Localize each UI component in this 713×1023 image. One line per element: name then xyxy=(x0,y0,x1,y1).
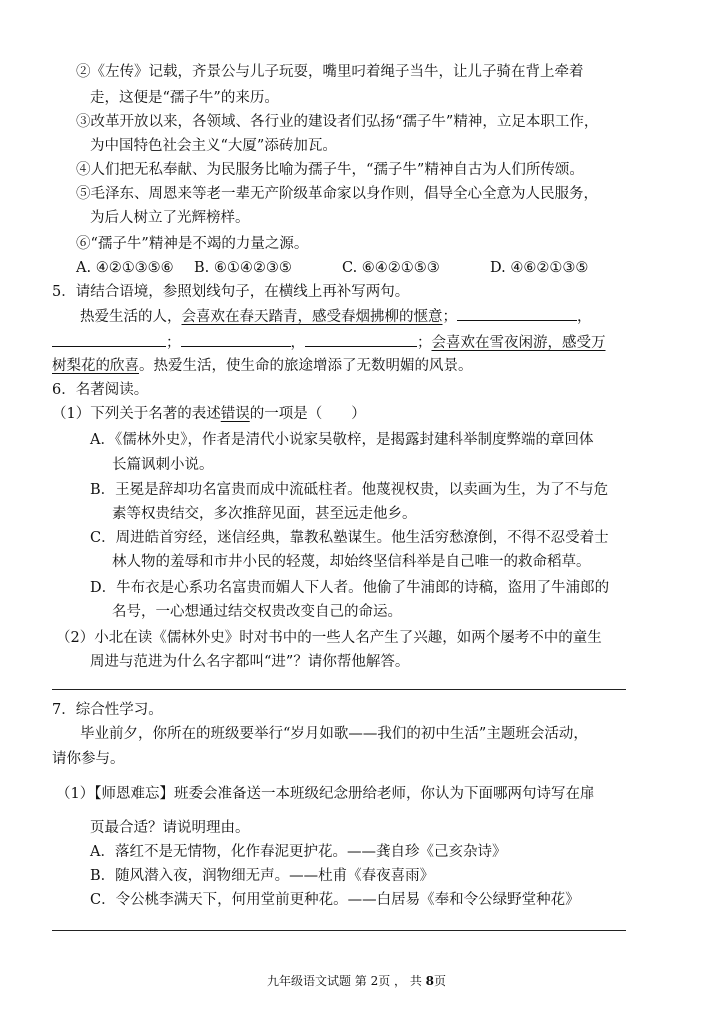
q6-option-c-line1[interactable]: C．周进皓首穷经，迷信经典，靠教私塾谋生。他生活穷愁潦倒，不得不忍受着士 xyxy=(90,530,609,546)
q5-line2 xyxy=(52,332,606,353)
q7-poem-b: B．随风潜入夜，润物细无声。——杜甫《春夜喜雨》 xyxy=(90,868,435,884)
q7-title: 7．综合性学习。 xyxy=(52,702,163,718)
q6-option-b-line1[interactable]: B．王冕是辞却功名富贵而成中流砥柱者。他蔑视权贵，以卖画为生，为了不与危 xyxy=(90,482,609,498)
q5-blank-1[interactable] xyxy=(457,306,577,321)
q5-line2-sep3: ； xyxy=(417,335,432,351)
q4-option-b[interactable]: B. ⑥①④②③⑤ xyxy=(194,260,292,276)
q6-option-b-line2: 素等权贵结交，多次推辞见面，甚至远走他乡。 xyxy=(112,506,417,522)
q4-option-d[interactable]: D. ④⑥②①③⑤ xyxy=(490,260,589,276)
q6-option-d-line2: 名号，一心想通过结交权贵改变自己的命运。 xyxy=(112,604,402,620)
q5-line1-comma: ， xyxy=(577,309,592,325)
q6-option-d-line1[interactable]: D．牛布衣是心系功名富贵而媚人下人者。他偷了牛浦郎的诗稿，盗用了牛浦郎的 xyxy=(90,580,610,596)
q6-sub1 xyxy=(52,404,366,424)
q5-title: 5．请结合语境，参照划线句子，在横线上再补写两句。 xyxy=(52,284,410,300)
q5-line3-tail: 。热爱生活，使生命的旅途增添了无数明媚的风景。 xyxy=(139,358,473,374)
footer-total-pages: 8 xyxy=(425,974,435,988)
q4-item2-line1: ②《左传》记载，齐景公与儿子玩耍，嘴里叼着绳子当牛，让儿子骑在背上牵着 xyxy=(76,64,584,80)
q4-item5-line2: 为后人树立了光辉榜样。 xyxy=(90,210,250,226)
answer-line-q6[interactable] xyxy=(52,689,626,690)
answer-line-q7[interactable] xyxy=(52,930,626,931)
q7-intro-line2: 请你参与。 xyxy=(52,751,125,767)
q6-option-a-line1[interactable]: A．《儒林外史》，作者是清代小说家吴敬梓，是揭露封建科举制度弊端的章回体 xyxy=(90,432,594,448)
q6-sub1-lead: （1）下列关于名著的表述 xyxy=(52,406,221,422)
q6-sub1-tail: 的一项是（ ） xyxy=(249,406,366,422)
q6-sub2-line2: 周进与范进为什么名字都叫“进”？请你帮他解答。 xyxy=(90,654,410,670)
q5-blank-3[interactable] xyxy=(181,332,291,347)
q6-option-c-line2: 林人物的羞辱和市井小民的轻蔑，却始终坚信科举是自己唯一的救命稻草。 xyxy=(112,554,591,570)
q5-example-underline-1: 会喜欢在春天踏青，感受春烟拂柳的惬意 xyxy=(181,309,443,325)
q5-line2-sep1: ； xyxy=(166,335,181,351)
footer-text: 九年级语文试题 第 2页 ， 共 xyxy=(266,974,426,988)
q6-title: 6．名著阅读。 xyxy=(52,382,149,398)
q5-line1-sep: ； xyxy=(442,309,457,325)
q5-line1 xyxy=(80,306,592,327)
q5-line3 xyxy=(52,356,473,376)
q4-item6: ⑥“孺子牛”精神是不竭的力量之源。 xyxy=(76,236,309,252)
q5-example-underline-2a: 会喜欢在雪夜闲游，感受万 xyxy=(431,335,606,351)
q7-poem-a: A．落红不是无情物，化作春泥更护花。——龚自珍《己亥杂诗》 xyxy=(90,844,507,860)
q5-blank-4[interactable] xyxy=(305,332,417,347)
footer-suffix: 页 xyxy=(434,974,447,988)
q4-option-c[interactable]: C. ⑥④②①⑤③ xyxy=(342,260,440,276)
q6-option-a-line2: 长篇讽刺小说。 xyxy=(112,457,214,473)
q4-item3-line1: ③改革开放以来，各领域、各行业的建设者们弘扬“孺子牛”精神，立足本职工作， xyxy=(76,114,599,130)
q5-line1-lead: 热爱生活的人， xyxy=(80,309,182,325)
q4-item3-line2: 为中国特色社会主义“大厦”添砖加瓦。 xyxy=(90,138,337,154)
q7-sub1-line2: 页最合适？请说明理由。 xyxy=(90,820,250,836)
q7-sub1-line1: （1）【师恩难忘】班委会准备送一本班级纪念册给老师，你认为下面哪两句诗写在扉 xyxy=(56,786,595,802)
q4-item4: ④人们把无私奉献、为民服务比喻为孺子牛，“孺子牛”精神自古为人们所传颂。 xyxy=(76,162,584,178)
q4-item2-line2: 走，这便是“孺子牛”的来历。 xyxy=(90,90,279,106)
q7-poem-c: C．令公桃李满天下，何用堂前更种花。——白居易《奉和令公绿野堂种花》 xyxy=(90,892,580,908)
q6-sub1-emphasis: 错误 xyxy=(220,406,250,422)
q4-option-a[interactable]: A. ④②①③⑤⑥ xyxy=(76,260,174,276)
q5-example-underline-2b: 树梨花的欣喜 xyxy=(52,358,139,374)
q5-blank-2[interactable] xyxy=(52,332,166,347)
page-footer xyxy=(0,972,713,989)
q5-line2-sep2: ， xyxy=(290,335,305,351)
q6-sub2-line1: （2）小北在读《儒林外史》时对书中的一些人名产生了兴趣，如两个屡考不中的童生 xyxy=(56,630,602,646)
q4-options xyxy=(76,258,588,278)
q7-intro-line1: 毕业前夕，你所在的班级要举行“岁月如歌——我们的初中生活”主题班会活动， xyxy=(80,726,588,742)
q4-item5-line1: ⑤毛泽东、周恩来等老一辈无产阶级革命家以身作则，倡导全心全意为人民服务， xyxy=(76,186,598,202)
